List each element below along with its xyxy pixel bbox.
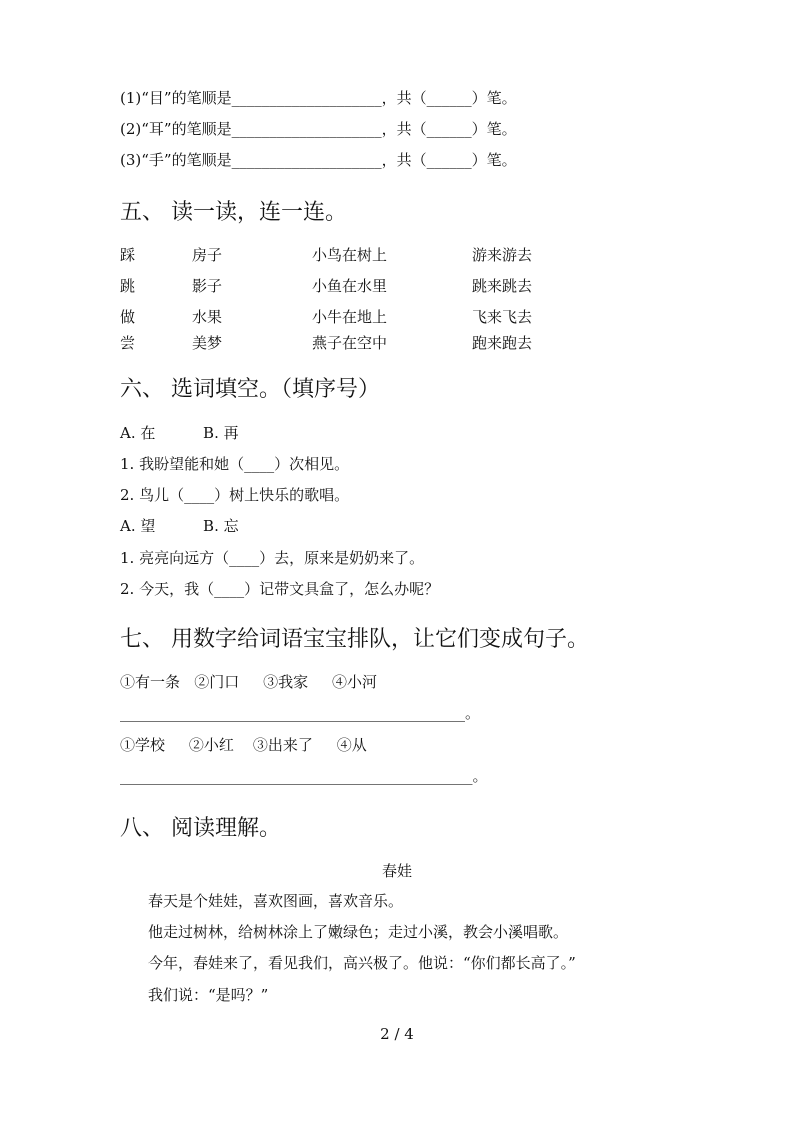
word-group-2: ①学校 ②小红 ③出来了 ④从 (120, 736, 367, 754)
stroke-order-question-1: (1)“目”的笔顺是____________________，共（______）笔。 (120, 89, 517, 107)
matching-cell: 跳来跳去 (472, 277, 533, 295)
passage-paragraph: 今年，春娃来了，看见我们，高兴极了。他说：“你们都长高了。” (148, 954, 576, 972)
matching-cell: 跳 (120, 277, 136, 295)
matching-cell: 影子 (192, 277, 223, 295)
answer-line-1: ______________________________________________。 (120, 704, 481, 722)
matching-cell: 做 (120, 308, 136, 326)
stroke-order-question-2: (2)“耳”的笔顺是____________________，共（______）笔。 (120, 120, 517, 138)
answer-line-2: _______________________________________________。 (120, 767, 488, 785)
matching-cell: 小鱼在水里 (312, 277, 388, 295)
choice-options-2: A. 望 B. 忘 (120, 517, 239, 535)
matching-cell: 美梦 (192, 334, 223, 352)
matching-cell: 尝 (120, 334, 136, 352)
matching-cell: 小牛在地上 (312, 308, 388, 326)
choice-options-1: A. 在 B. 再 (120, 424, 239, 442)
matching-cell: 房子 (192, 246, 223, 264)
matching-cell: 踩 (120, 246, 136, 264)
section-6-heading: 六、 选词填空。（填序号） (120, 377, 380, 402)
matching-cell: 水果 (192, 308, 223, 326)
matching-cell: 小鸟在树上 (312, 246, 388, 264)
fill-blank-question: 2. 今天，我（____）记带文具盒了，怎么办呢？ (120, 580, 440, 598)
matching-cell: 燕子在空中 (312, 334, 388, 352)
fill-blank-question: 1. 亮亮向远方（____）去，原来是奶奶来了。 (120, 549, 425, 567)
stroke-order-question-3: (3)“手”的笔顺是____________________，共（______）笔。 (120, 151, 517, 169)
passage-paragraph: 春天是个娃娃，喜欢图画，喜欢音乐。 (148, 892, 404, 910)
passage-title: 春娃 (381, 862, 412, 880)
matching-cell: 游来游去 (472, 246, 533, 264)
matching-cell: 跑来跑去 (472, 334, 533, 352)
page-number: 2 / 4 (380, 1025, 414, 1043)
section-7-heading: 七、 用数字给词语宝宝排队，让它们变成句子。 (120, 627, 589, 652)
section-5-heading: 五、 读一读，连一连。 (120, 200, 347, 225)
passage-paragraph: 我们说：“是吗？” (148, 986, 269, 1004)
section-8-heading: 八、 阅读理解。 (120, 816, 281, 841)
fill-blank-question: 1. 我盼望能和她（____）次相见。 (120, 455, 350, 473)
fill-blank-question: 2. 鸟儿（____）树上快乐的歌唱。 (120, 486, 350, 504)
matching-cell: 飞来飞去 (472, 308, 533, 326)
passage-paragraph: 他走过树林，给树林涂上了嫩绿色；走过小溪，教会小溪唱歌。 (148, 923, 569, 941)
word-group-1: ①有一条 ②门口 ③我家 ④小河 (120, 673, 377, 691)
